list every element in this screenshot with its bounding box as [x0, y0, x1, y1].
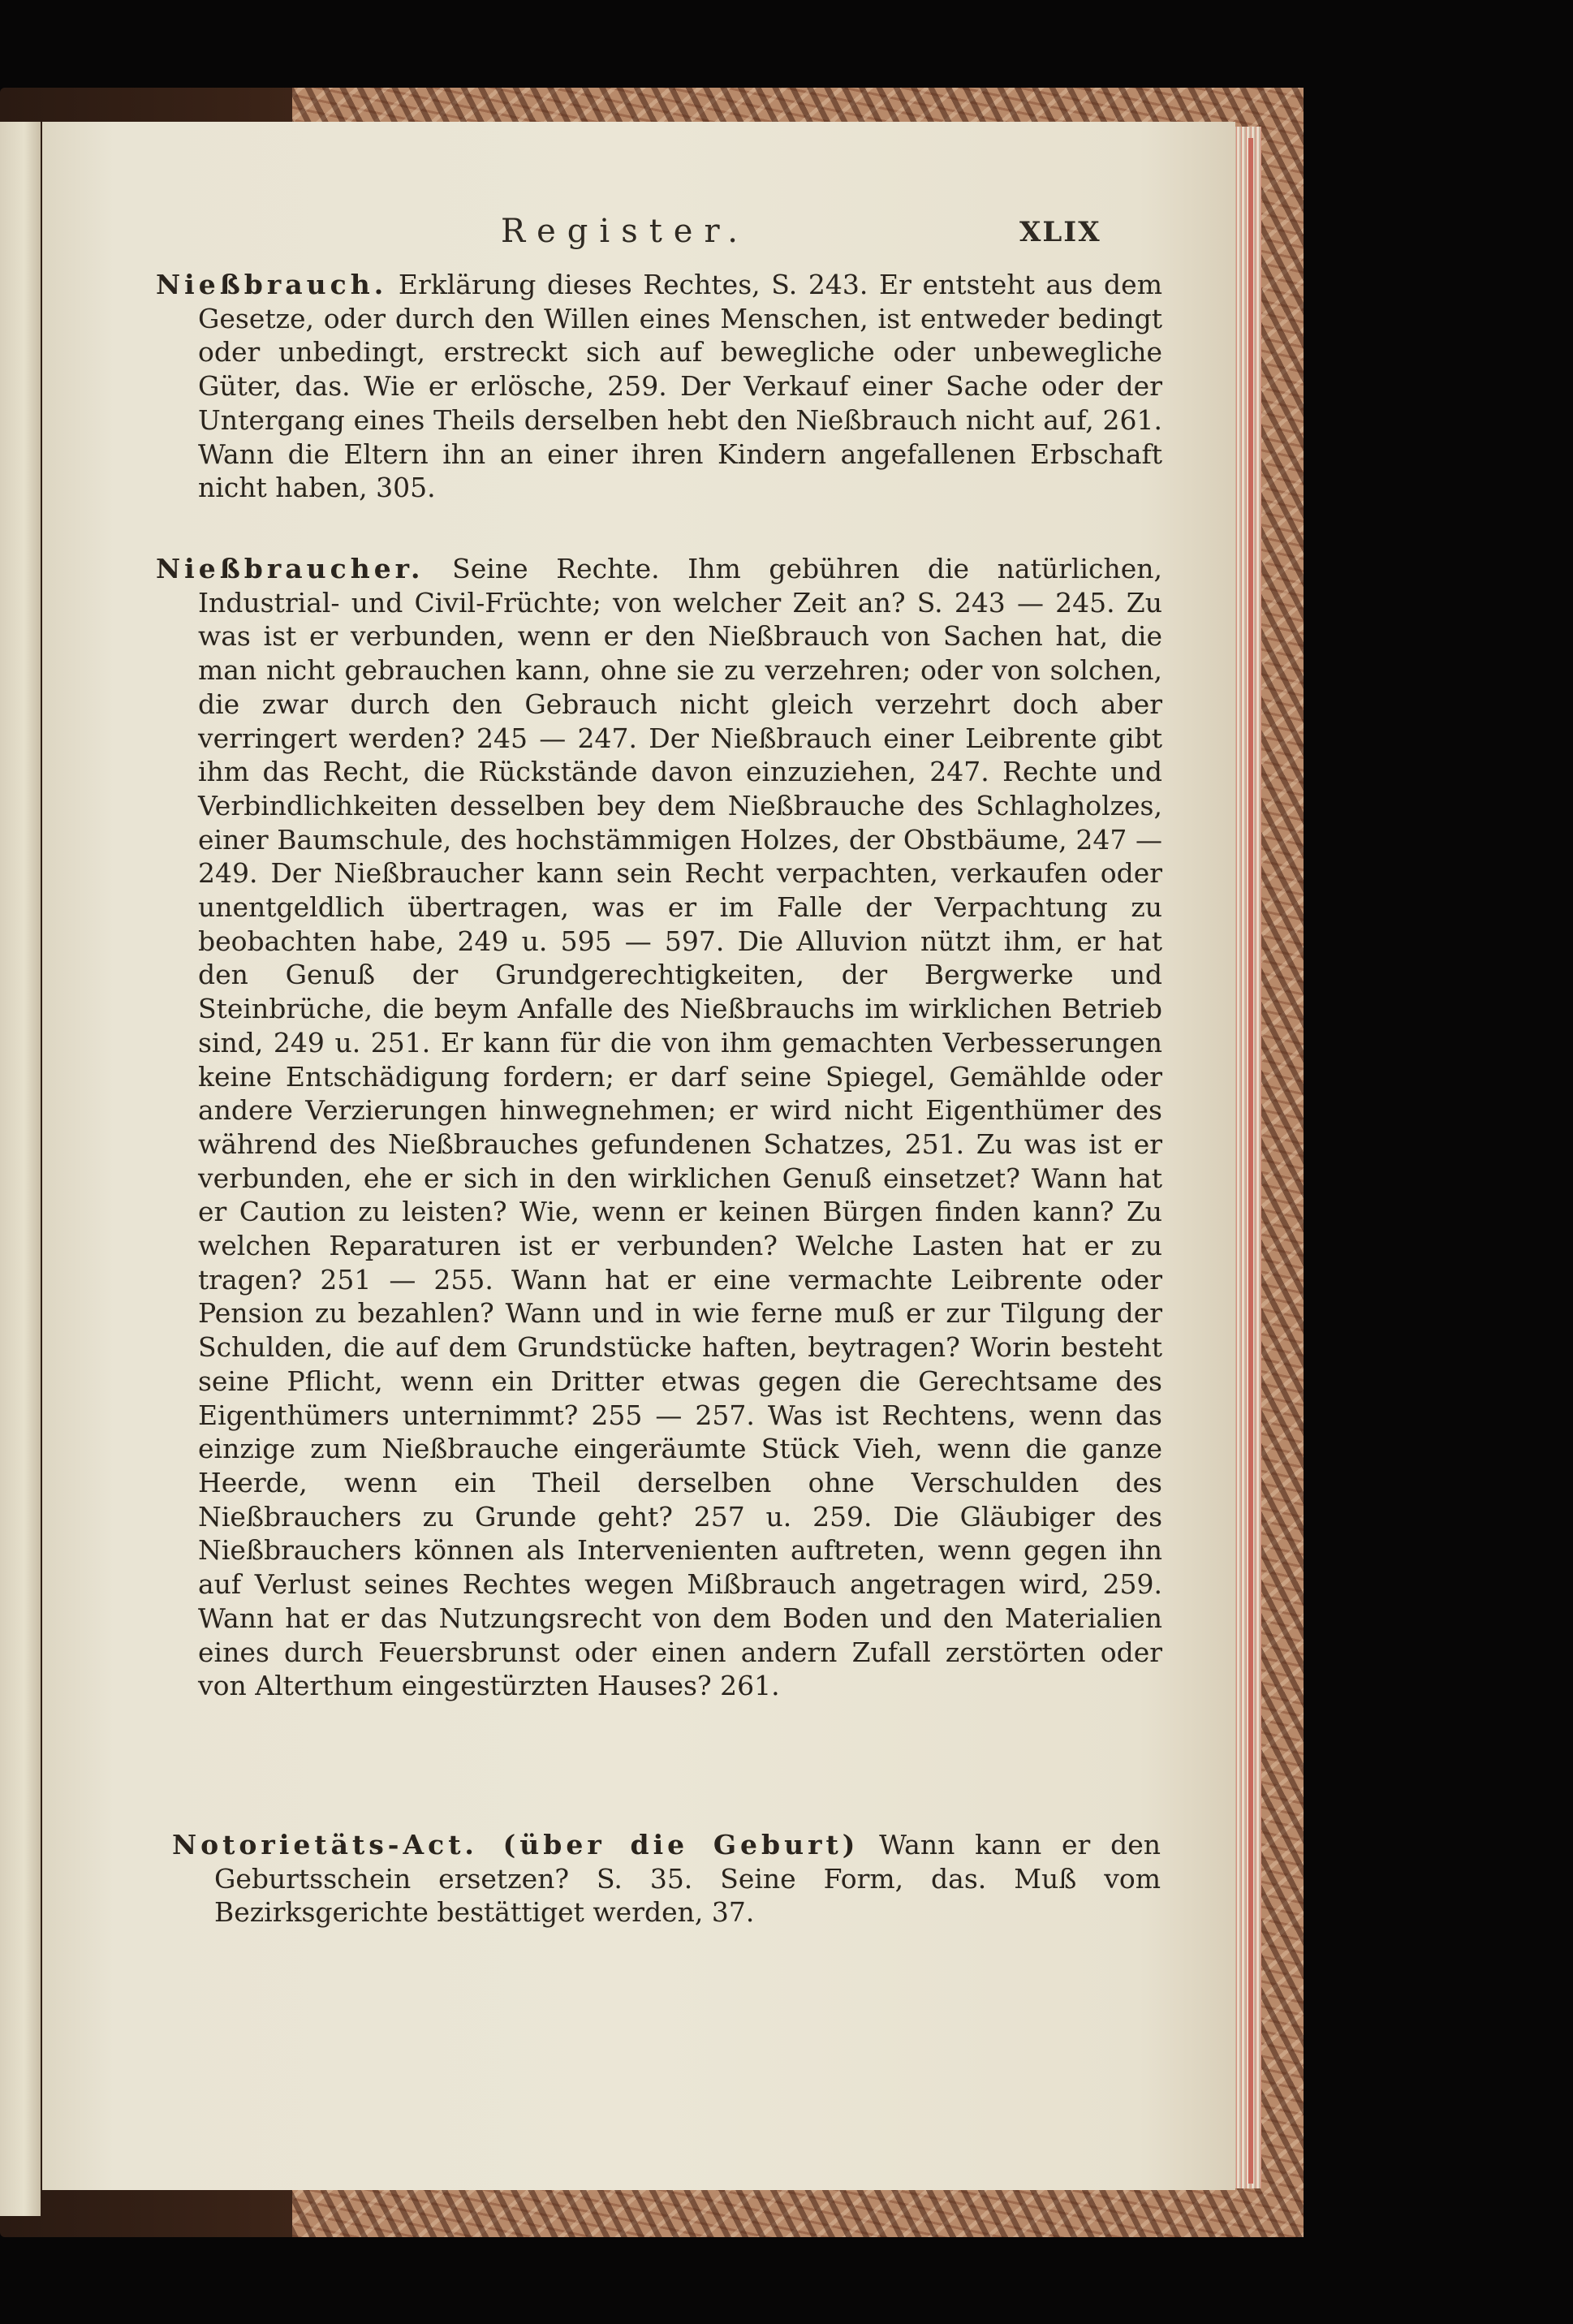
- red-edge-stripe: [1248, 138, 1253, 2184]
- running-head-title: Register.: [501, 213, 749, 250]
- index-entry: [172, 1828, 1161, 1929]
- book-page: [42, 122, 1235, 2190]
- page-edges: [1232, 127, 1261, 2188]
- entry-headword: Nießbrauch.: [156, 269, 388, 300]
- index-entry: [156, 552, 1162, 1703]
- entry-text: Wann kann er den Geburtsschein ersetzen? S. 35. Seine Form, das. Muß vom Bezirksgerichte bestättiget werden, 37.: [214, 1829, 1161, 1929]
- page-number: XLIX: [1019, 216, 1101, 248]
- entry-paragraph: [156, 268, 1162, 505]
- facing-page-edge: [0, 122, 41, 2216]
- entry-headword: Nießbraucher.: [156, 553, 424, 584]
- entry-text: Erklärung dieses Rechtes, S. 243. Er entsteht aus dem Gesetze, oder durch den Willen eines Menschen, ist entweder bedingt oder unbedingt, erstreckt sich auf bewegliche oder unbewegliche Güter, das. Wie er erlösche, 259. Der Verkauf einer Sache oder der Untergang eines Theils derselben hebt den Nießbrauch nicht auf, 261. Wann die Eltern ihn an einer ihren Kindern angefallenen Erbschaft nicht haben, 305.: [198, 269, 1162, 504]
- entry-paragraph: [156, 552, 1162, 1703]
- running-head: [42, 213, 1235, 261]
- entry-text: Seine Rechte. Ihm gebühren die natürlichen, Industrial- und Civil-Früchte; von welcher Zeit an? S. 243 — 245. Zu was ist er verbunden, wenn er den Nießbrauch von Sachen hat, die man nicht gebrauchen kann, ohne sie zu verzehren; oder von solchen, die zwar durch den Gebrauch nicht gleich verzehrt doch aber verringert werden? 245 — 247. Der Nießbrauch einer Leibrente gibt ihm das Recht, die Rückstände davon einzuziehen, 247. Rechte und Verbindlichkeiten desselben bey dem Nießbrauche des Schlagholzes, einer Baumschule, des hochstämmigen Holzes, der Obstbäume, 247 — 249. Der Nießbraucher kann sein Recht verpachten, verkaufen oder unentgeldlich übertragen, was er im Falle der Verpachtung zu beobachten habe, 249 u. 595 — 597. Die Alluvion nützt ihm, er hat den Genuß der Grundgerechtigkeiten, der Bergwerke und Steinbrüche, die beym Anfalle des Nießbrauchs im wirklichen Betrieb sind, 249 u. 251. Er kann für die von ihm gemachten Verbesserungen keine Entschädigung fordern; er darf seine Spiegel, Gemählde oder andere Verzierungen hinwegnehmen; er wird nicht Eigenthümer des während des Nießbrauches gefundenen Schatzes, 251. Zu was ist er verbunden, ehe er sich in den wirklichen Genuß einsetzet? Wann hat er Caution zu leisten? Wie, wenn er keinen Bürgen finden kann? Zu welchen Reparaturen ist er verbunden? Welche Lasten hat er zu tragen? 251 — 255. Wann hat er eine vermachte Leibrente oder Pension zu bezahlen? Wann und in wie ferne muß er zur Tilgung der Schulden, die auf dem Grundstücke haften, beytragen? Worin besteht seine Pflicht, wenn ein Dritter etwas gegen die Gerechtsame des Eigenthümers unternimmt? 255 — 257. Was ist Rechtens, wenn das einzige zum Nießbrauche eingeräumte Stück Vieh, wenn die ganze Heerde, wenn ein Theil derselben ohne Verschulden des Nießbrauchers zu Grunde geht? 257 u. 259. Die Gläubiger des Nießbrauchers können als Intervenienten auftreten, wenn gegen ihn auf Verlust seines Rechtes wegen Mißbrauch angetragen wird, 259. Wann hat er das Nutzungsrecht von dem Boden und den Materialien eines durch Feuersbrunst oder einen andern Zufall zerstörten oder von Alterthum eingestürzten Hauses? 261.: [198, 553, 1162, 1702]
- entry-paragraph: [172, 1828, 1161, 1929]
- entry-headword: Notorietäts-Act. (über die Geburt): [172, 1829, 860, 1860]
- index-entry: [156, 268, 1162, 505]
